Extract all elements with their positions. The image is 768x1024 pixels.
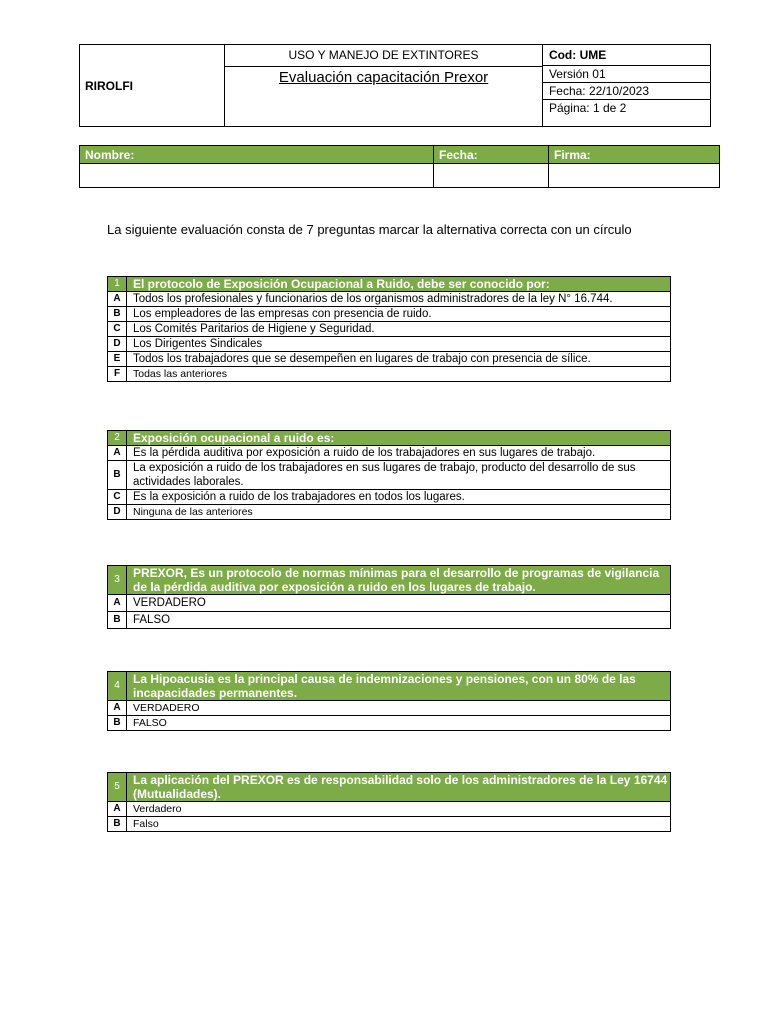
document-header [79, 44, 711, 127]
name-label: Nombre: [80, 146, 434, 164]
option-text: Los Comités Paritarios de Higiene y Seguridad. [127, 322, 671, 337]
sign-field[interactable] [549, 164, 720, 188]
option-letter: C [108, 490, 127, 505]
option-text: Es la pérdida auditiva por exposición a ruido de los trabajadores en sus lugares de trabajo. [127, 446, 671, 461]
option-row[interactable] [108, 322, 671, 337]
option-text: Ninguna de las anteriores [127, 505, 671, 520]
option-row[interactable] [108, 352, 671, 367]
document-code: Cod: UME [543, 45, 710, 66]
option-text: FALSO [127, 716, 671, 731]
option-row[interactable] [108, 612, 671, 629]
option-row[interactable] [108, 701, 671, 716]
date-label: Fecha: [434, 146, 549, 164]
question-number: 3 [108, 566, 127, 595]
option-row[interactable] [108, 490, 671, 505]
option-text: Verdadero [127, 802, 671, 817]
question-2 [107, 430, 671, 520]
instructions: La siguiente evaluación consta de 7 preguntas marcar la alternativa correcta con un círculo [107, 222, 632, 237]
document-page: Página: 1 de 2 [548, 101, 627, 115]
option-letter: A [108, 802, 127, 817]
question-5 [107, 772, 671, 832]
sign-label: Firma: [549, 146, 720, 164]
option-text: La exposición a ruido de los trabajadores en sus lugares de trabajo, producto del desarrollo de sus actividades laborales. [127, 461, 671, 490]
question-number: 5 [108, 773, 127, 802]
document-date: Fecha: 22/10/2023 [543, 83, 710, 100]
option-row[interactable] [108, 461, 671, 490]
option-row[interactable] [108, 337, 671, 352]
option-row[interactable] [108, 367, 671, 382]
question-number: 4 [108, 672, 127, 701]
document-subject: USO Y MANEJO DE EXTINTORES [225, 45, 542, 67]
header-meta [542, 45, 710, 127]
question-3 [107, 565, 671, 629]
option-letter: B [108, 817, 127, 832]
header-center [225, 45, 543, 127]
question-text: El protocolo de Exposición Ocupacional a Ruido, debe ser conocido por: [127, 277, 671, 292]
company-name: RIROLFI [80, 45, 225, 127]
option-text: Todas las anteriores [127, 367, 671, 382]
option-letter: A [108, 595, 127, 612]
option-text: Los empleadores de las empresas con presencia de ruido. [127, 307, 671, 322]
question-text: PREXOR, Es un protocolo de normas mínimas para el desarrollo de programas de vigilancia de la pérdida auditiva por exposición a ruido en los lugares de trabajo. [127, 566, 671, 595]
option-row[interactable] [108, 802, 671, 817]
option-text: Todos los trabajadores que se desempeñen en lugares de trabajo con presencia de sílice. [127, 352, 671, 367]
option-text: Todos los profesionales y funcionarios de los organismos administradores de la ley N° 16.744. [127, 292, 671, 307]
option-text: Los Dirigentes Sindicales [127, 337, 671, 352]
option-text: FALSO [127, 612, 671, 629]
option-letter: A [108, 446, 127, 461]
option-row[interactable] [108, 292, 671, 307]
option-letter: B [108, 461, 127, 490]
option-row[interactable] [108, 446, 671, 461]
participant-fields [79, 145, 720, 188]
option-letter: E [108, 352, 127, 367]
document-version: Versión 01 [543, 66, 710, 83]
option-letter: C [108, 322, 127, 337]
option-text: Falso [127, 817, 671, 832]
question-text: La aplicación del PREXOR es de responsabilidad solo de los administradores de la Ley 16744 (Mutualidades). [127, 773, 671, 802]
option-letter: D [108, 337, 127, 352]
question-number: 2 [108, 431, 127, 446]
question-text: La Hipoacusia es la principal causa de indemnizaciones y pensiones, con un 80% de las incapacidades permanentes. [127, 672, 671, 701]
date-field[interactable] [434, 164, 549, 188]
option-letter: B [108, 716, 127, 731]
name-field[interactable] [80, 164, 434, 188]
question-1 [107, 276, 671, 382]
question-text: Exposición ocupacional a ruido es: [127, 431, 671, 446]
question-4 [107, 671, 671, 731]
option-row[interactable] [108, 595, 671, 612]
option-row[interactable] [108, 307, 671, 322]
document-title: Evaluación capacitación Prexor [278, 69, 489, 86]
question-number: 1 [108, 277, 127, 292]
option-letter: B [108, 612, 127, 629]
option-row[interactable] [108, 817, 671, 832]
option-letter: F [108, 367, 127, 382]
option-row[interactable] [108, 716, 671, 731]
option-text: Es la exposición a ruido de los trabajadores en todos los lugares. [127, 490, 671, 505]
option-text: VERDADERO [127, 595, 671, 612]
option-letter: D [108, 505, 127, 520]
option-letter: B [108, 307, 127, 322]
option-text: VERDADERO [127, 701, 671, 716]
option-row[interactable] [108, 505, 671, 520]
option-letter: A [108, 292, 127, 307]
option-letter: A [108, 701, 127, 716]
